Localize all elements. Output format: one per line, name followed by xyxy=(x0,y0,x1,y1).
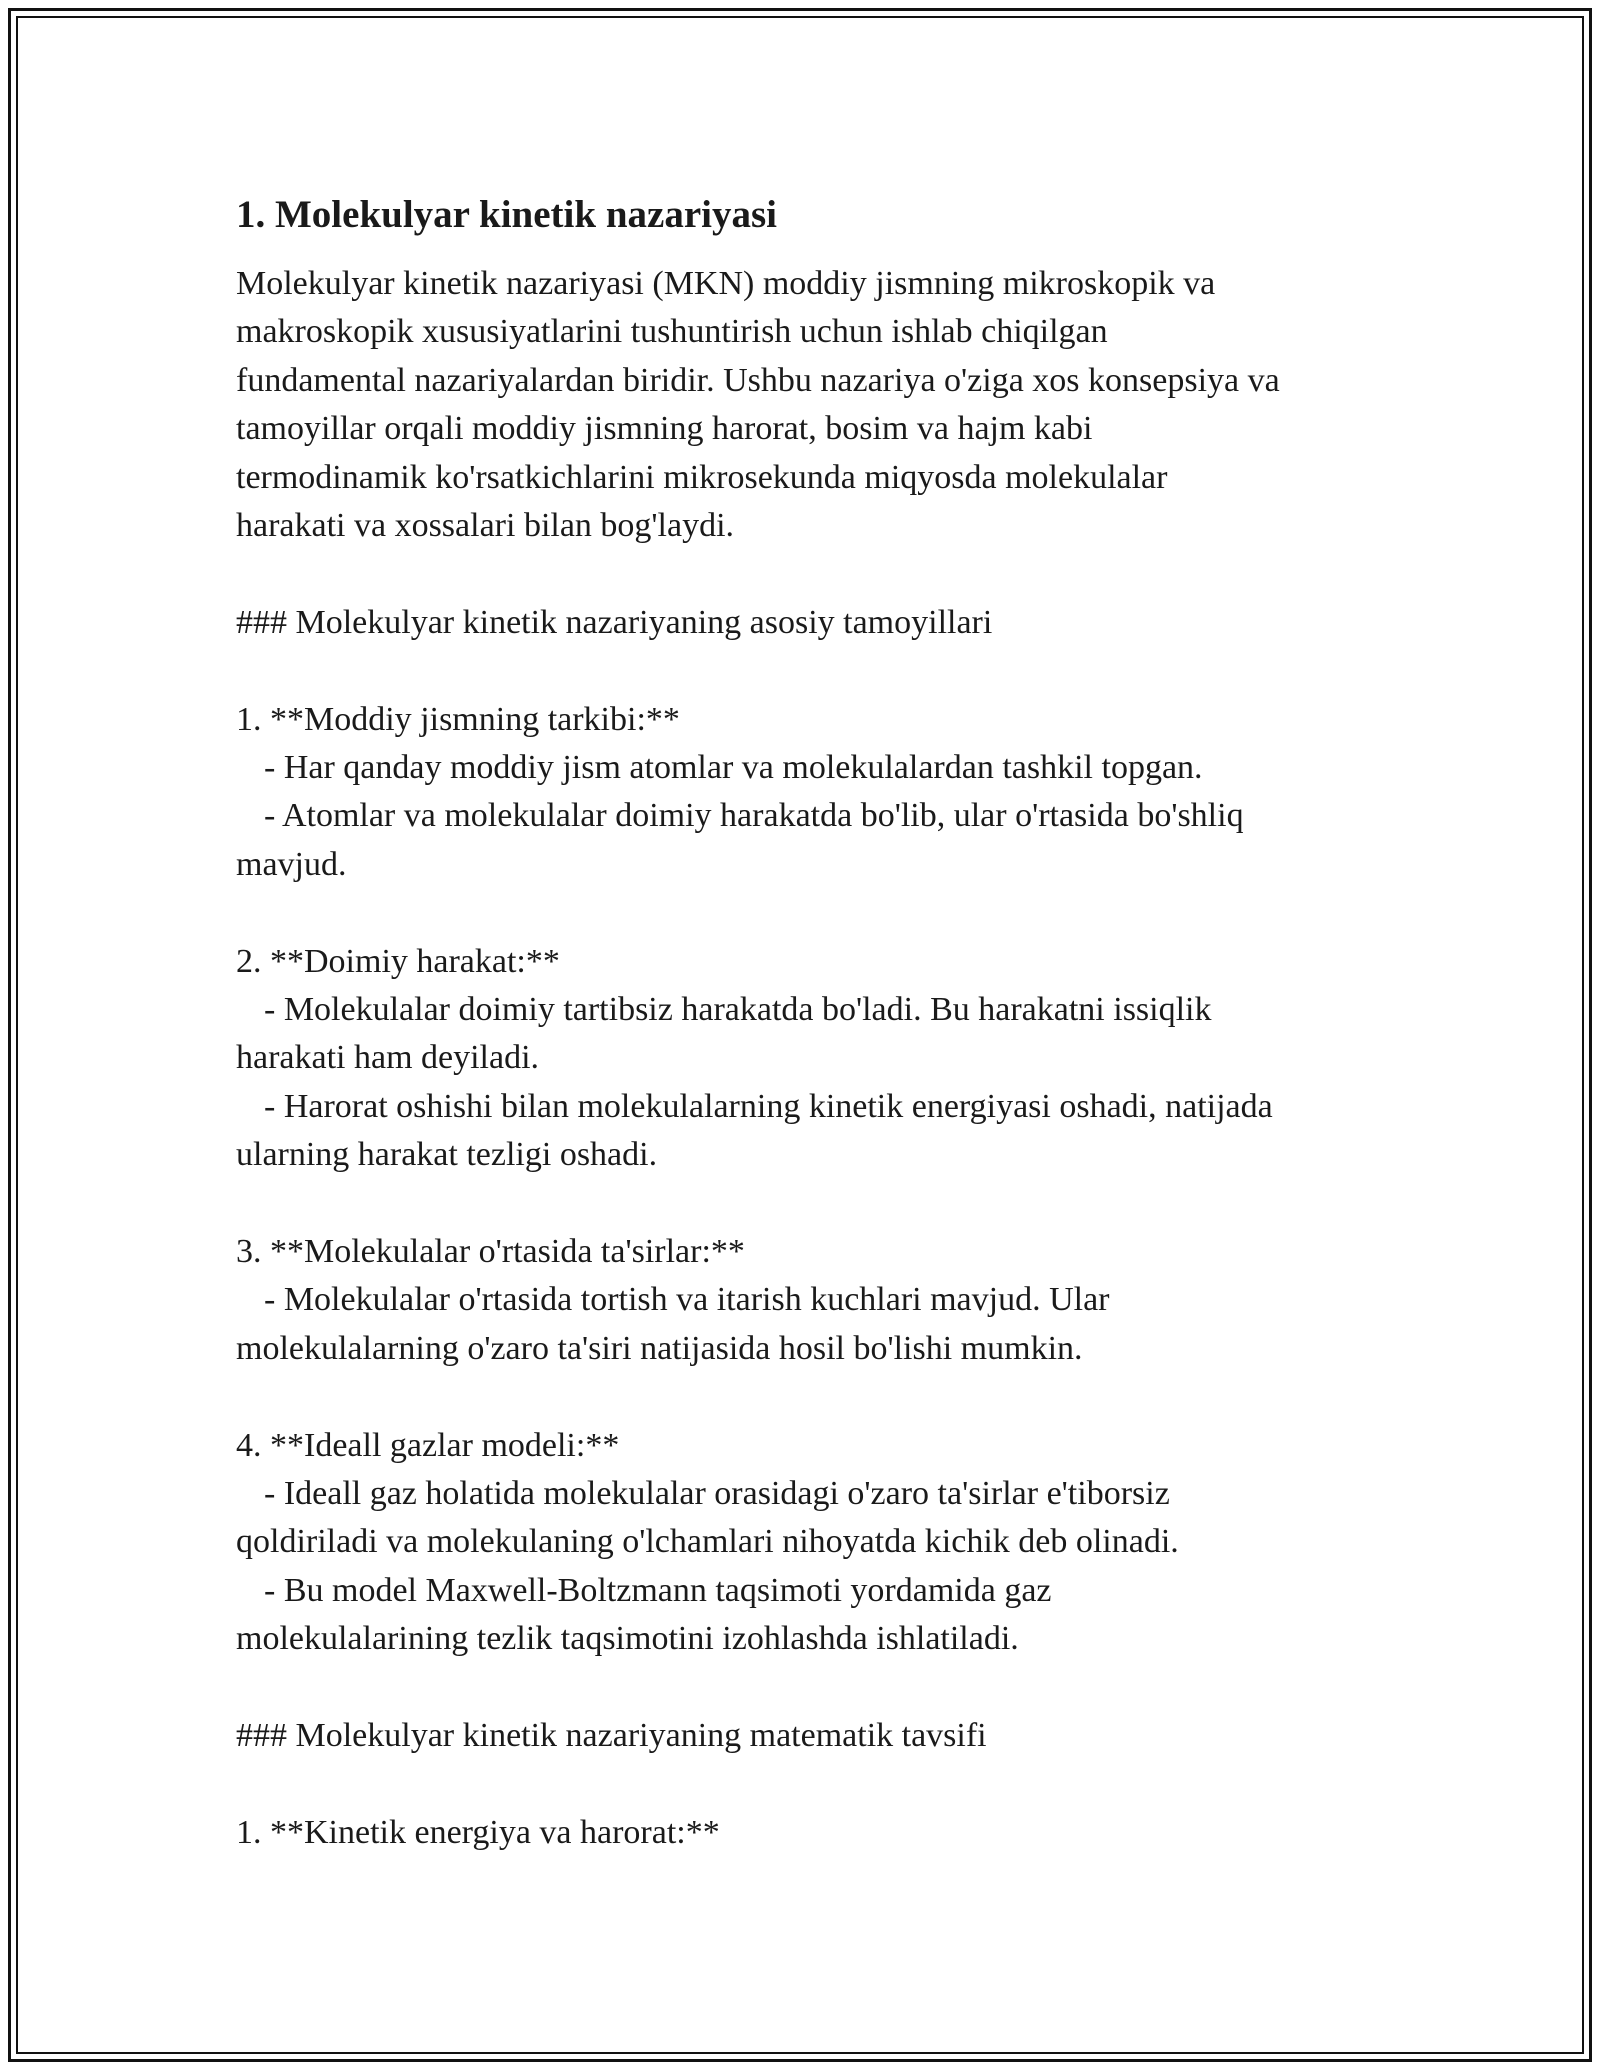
intro-paragraph xyxy=(236,260,1366,550)
bullet-continuation: ularning harakat tezligi oshadi. xyxy=(236,1136,658,1174)
bullet-continuation: qoldiriladi va molekulaning o'lchamlari nihoyatda kichik deb olinadi. xyxy=(236,1523,1179,1561)
intro-line: termodinamik ko'rsatkichlarini mikrosekunda miqyosda molekulalar xyxy=(236,458,1168,496)
document-body xyxy=(236,190,1366,1857)
spacer xyxy=(236,1180,1366,1228)
item-heading-motion: 2. **Doimiy harakat:** xyxy=(236,942,560,980)
bullet-line: - Atomlar va molekulalar doimiy harakatda bo'lib, ular o'rtasida bo'shliq xyxy=(264,797,1244,835)
bullet-continuation: molekulalarning o'zaro ta'siri natijasida hosil bo'lishi mumkin. xyxy=(236,1329,1083,1367)
item-heading-ideal-gas: 4. **Ideall gazlar modeli:** xyxy=(236,1426,620,1464)
bullet-line: - Harorat oshishi bilan molekulalarning kinetik energiyasi oshadi, natijada xyxy=(264,1087,1273,1125)
spacer xyxy=(236,1761,1366,1809)
spacer xyxy=(236,889,1366,937)
intro-line: harakati va xossalari bilan bog'laydi. xyxy=(236,507,735,545)
bullet-line: - Molekulalar doimiy tartibsiz harakatda bo'ladi. Bu harakatni issiqlik xyxy=(264,991,1212,1029)
spacer xyxy=(236,1664,1366,1712)
intro-line: Molekulyar kinetik nazariyasi (MKN) moddiy jismning mikroskopik va xyxy=(236,265,1216,302)
item-heading-composition: 1. **Moddiy jismning tarkibi:** xyxy=(236,700,680,738)
intro-line: tamoyillar orqali moddiy jismning harorat, bosim va hajm kabi xyxy=(236,410,1093,448)
section-heading-math: ### Molekulyar kinetik nazariyaning matematik tavsifi xyxy=(236,1717,987,1755)
bullet-line: - Ideall gaz holatida molekulalar orasidagi o'zaro ta'sirlar e'tiborsiz xyxy=(264,1475,1170,1513)
document-title: 1. Molekulyar kinetik nazariyasi xyxy=(236,193,777,236)
bullet-continuation: mavjud. xyxy=(236,845,347,883)
section-heading-principles: ### Molekulyar kinetik nazariyaning asosiy tamoyillari xyxy=(236,603,993,641)
spacer xyxy=(236,550,1366,598)
item-heading-interactions: 3. **Molekulalar o'rtasida ta'sirlar:** xyxy=(236,1233,745,1271)
bullet-continuation: harakati ham deyiladi. xyxy=(236,1039,540,1077)
intro-line: fundamental nazariyalardan biridir. Ushbu nazariya o'ziga xos konsepsiya va xyxy=(236,361,1280,399)
bullet-continuation: molekulalarining tezlik taqsimotini izohlashda ishlatiladi. xyxy=(236,1620,1019,1658)
bullet-line: - Har qanday moddiy jism atomlar va molekulalardan tashkil topgan. xyxy=(264,749,1203,787)
spacer xyxy=(236,647,1366,695)
bullet-line: - Bu model Maxwell-Boltzmann taqsimoti yordamida gaz xyxy=(264,1571,1052,1609)
bullet-line: - Molekulalar o'rtasida tortish va itarish kuchlari mavjud. Ular xyxy=(264,1281,1110,1319)
intro-line: makroskopik xususiyatlarini tushuntirish uchun ishlab chiqilgan xyxy=(236,313,1108,351)
spacer xyxy=(236,1373,1366,1421)
item-heading-kinetic-energy: 1. **Kinetik energiya va harorat:** xyxy=(236,1813,720,1851)
